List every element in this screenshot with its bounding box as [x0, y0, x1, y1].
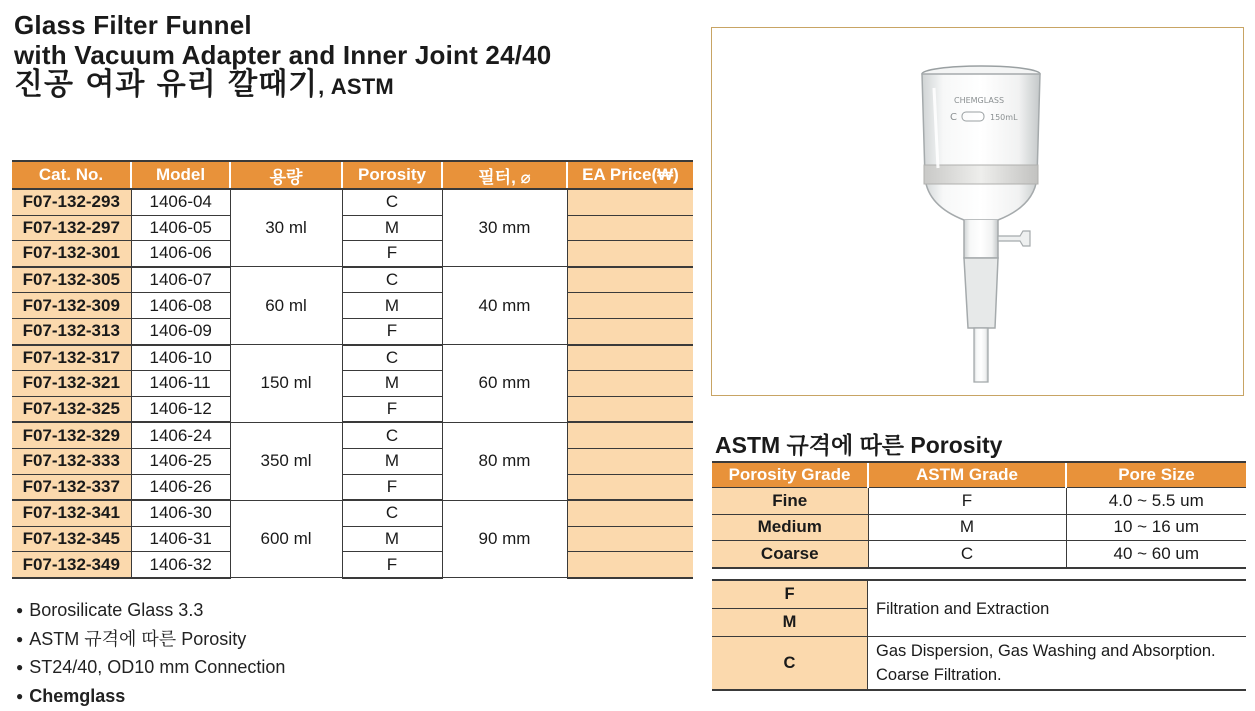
usage-text-c-line1: Gas Dispersion, Gas Washing and Absorption. [876, 642, 1216, 660]
funnel-volume-mark: 150mL [990, 113, 1018, 122]
capacity-cell: 600 ml [230, 500, 342, 578]
porosity-cell: C [342, 267, 442, 293]
pore-size: 40 ~ 60 um [1066, 541, 1246, 568]
model-cell: 1406-06 [131, 241, 230, 267]
product-row [12, 318, 693, 344]
filter-diameter-cell: 80 mm [442, 422, 567, 500]
usage-text-fm: Filtration and Extraction [868, 580, 1247, 637]
page-title [14, 10, 551, 102]
price-cell [567, 267, 693, 293]
price-cell [567, 345, 693, 371]
usage-table [712, 579, 1246, 691]
cat-no-cell: F07-132-313 [12, 318, 131, 344]
porosity-row [712, 514, 1246, 541]
porosity-cell: M [342, 215, 442, 241]
product-table [12, 160, 693, 579]
porosity-grade: Coarse [712, 541, 868, 568]
model-cell: 1406-09 [131, 318, 230, 344]
model-cell: 1406-10 [131, 345, 230, 371]
porosity-grade: Fine [712, 488, 868, 515]
title-line-1: Glass Filter Funnel [14, 10, 252, 40]
model-cell: 1406-05 [131, 215, 230, 241]
pore-size: 10 ~ 16 um [1066, 514, 1246, 541]
product-table-header [12, 161, 693, 189]
astm-grade: C [868, 541, 1066, 568]
price-cell [567, 371, 693, 397]
astm-grade: F [868, 488, 1066, 515]
usage-key-m: M [712, 609, 868, 637]
header-astm-grade: ASTM Grade [868, 462, 1066, 488]
model-cell: 1406-07 [131, 267, 230, 293]
porosity-cell: F [342, 318, 442, 344]
product-row [12, 474, 693, 500]
usage-row [712, 580, 1246, 609]
porosity-cell: F [342, 474, 442, 500]
model-cell: 1406-31 [131, 526, 230, 552]
product-row [12, 396, 693, 422]
cat-no-cell: F07-132-301 [12, 241, 131, 267]
price-cell [567, 448, 693, 474]
price-cell [567, 526, 693, 552]
product-row [12, 189, 693, 215]
cat-no-cell: F07-132-345 [12, 526, 131, 552]
filter-diameter-cell: 40 mm [442, 267, 567, 345]
cat-no-cell: F07-132-305 [12, 267, 131, 293]
usage-text-c-line2: Coarse Filtration. [876, 666, 1002, 684]
cat-no-cell: F07-132-309 [12, 293, 131, 319]
product-row [12, 345, 693, 371]
porosity-cell: M [342, 526, 442, 552]
porosity-cell: M [342, 448, 442, 474]
price-cell [567, 422, 693, 448]
porosity-cell: M [342, 293, 442, 319]
porosity-cell: C [342, 422, 442, 448]
model-cell: 1406-11 [131, 371, 230, 397]
model-cell: 1406-32 [131, 552, 230, 578]
porosity-grade: Medium [712, 514, 868, 541]
filter-diameter-cell: 90 mm [442, 500, 567, 578]
capacity-cell: 30 ml [230, 189, 342, 267]
cat-no-cell: F07-132-297 [12, 215, 131, 241]
porosity-cell: C [342, 500, 442, 526]
model-cell: 1406-08 [131, 293, 230, 319]
funnel-brand-mark: CHEMGLASS [954, 96, 1004, 105]
header-pore-size: Pore Size [1066, 462, 1246, 488]
price-cell [567, 241, 693, 267]
model-cell: 1406-26 [131, 474, 230, 500]
product-row [12, 241, 693, 267]
porosity-cell: C [342, 189, 442, 215]
porosity-row [712, 488, 1246, 515]
cat-no-cell: F07-132-349 [12, 552, 131, 578]
header-capacity: 용량 [230, 161, 342, 189]
model-cell: 1406-30 [131, 500, 230, 526]
usage-key-f: F [712, 580, 868, 609]
price-cell [567, 396, 693, 422]
price-cell [567, 215, 693, 241]
funnel-porosity-mark: C [950, 112, 957, 123]
product-row [12, 422, 693, 448]
cat-no-cell: F07-132-317 [12, 345, 131, 371]
header-filter-diameter: 필터, ⌀ [442, 161, 567, 189]
usage-row [712, 637, 1246, 691]
model-cell: 1406-12 [131, 396, 230, 422]
feature-item: ● Borosilicate Glass 3.3 [16, 597, 285, 626]
porosity-cell: F [342, 241, 442, 267]
capacity-cell: 150 ml [230, 345, 342, 423]
product-row [12, 215, 693, 241]
header-model: Model [131, 161, 230, 189]
price-cell [567, 500, 693, 526]
porosity-cell: F [342, 396, 442, 422]
porosity-table-header [712, 462, 1246, 488]
porosity-table [712, 461, 1246, 569]
model-cell: 1406-24 [131, 422, 230, 448]
cat-no-cell: F07-132-329 [12, 422, 131, 448]
title-line-2: with Vacuum Adapter and Inner Joint 24/40 [14, 40, 551, 70]
price-cell [567, 552, 693, 578]
feature-item: ● ASTM 규격에 따른 Porosity [16, 626, 285, 655]
porosity-cell: F [342, 552, 442, 578]
porosity-cell: C [342, 345, 442, 371]
porosity-section-title: ASTM 규격에 따른 Porosity [715, 427, 1002, 460]
feature-list [16, 597, 285, 711]
price-cell [567, 189, 693, 215]
porosity-row [712, 541, 1246, 568]
price-cell [567, 293, 693, 319]
product-row [12, 526, 693, 552]
price-cell [567, 318, 693, 344]
product-row [12, 500, 693, 526]
product-row [12, 552, 693, 578]
product-row [12, 267, 693, 293]
filter-diameter-cell: 30 mm [442, 189, 567, 267]
feature-item: ● ST24/40, OD10 mm Connection [16, 654, 285, 683]
header-porosity: Porosity [342, 161, 442, 189]
cat-no-cell: F07-132-325 [12, 396, 131, 422]
title-korean: 진공 여과 유리 깔때기 [14, 67, 318, 102]
capacity-cell: 350 ml [230, 422, 342, 500]
cat-no-cell: F07-132-321 [12, 371, 131, 397]
capacity-cell: 60 ml [230, 267, 342, 345]
model-cell: 1406-25 [131, 448, 230, 474]
cat-no-cell: F07-132-341 [12, 500, 131, 526]
header-ea-price: EA Price(₩) [567, 161, 693, 189]
cat-no-cell: F07-132-333 [12, 448, 131, 474]
astm-grade: M [868, 514, 1066, 541]
header-porosity-grade: Porosity Grade [712, 462, 868, 488]
header-cat-no: Cat. No. [12, 161, 131, 189]
filter-diameter-cell: 60 mm [442, 345, 567, 423]
usage-key-c: C [712, 637, 868, 691]
title-astm-suffix: , ASTM [318, 74, 394, 99]
product-row [12, 371, 693, 397]
product-row [12, 448, 693, 474]
cat-no-cell: F07-132-293 [12, 189, 131, 215]
product-row [12, 293, 693, 319]
cat-no-cell: F07-132-337 [12, 474, 131, 500]
price-cell [567, 474, 693, 500]
model-cell: 1406-04 [131, 189, 230, 215]
porosity-cell: M [342, 371, 442, 397]
usage-text-c [868, 637, 1247, 691]
pore-size: 4.0 ~ 5.5 um [1066, 488, 1246, 515]
feature-item-brand: ● Chemglass [16, 683, 285, 711]
product-photo-frame [711, 27, 1244, 396]
glass-filter-funnel-photo [712, 28, 1245, 397]
